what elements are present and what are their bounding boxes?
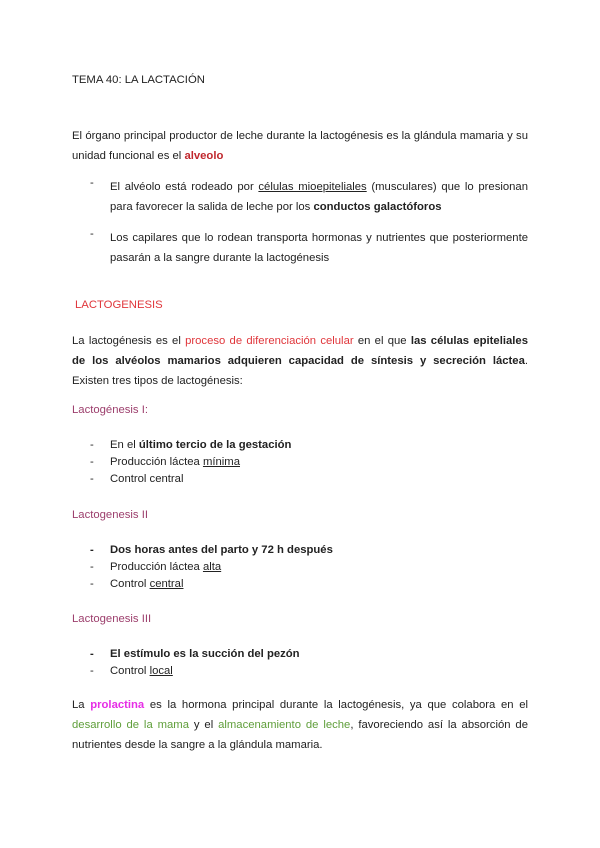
bullet-item-capilares: - Los capilares que lo rodean transporta hormonas y nutrientes que posteriormente pasarán a la sangre durante la lactogénesis xyxy=(90,228,528,264)
phase-1-item: - Control central xyxy=(90,473,184,485)
closing-paragraph: La prolactina es la hormona principal durante la lactogénesis, ya que colabora en el desarrollo de la mama y el almacenamiento de leche, favoreciendo así la absorción de nutrientes desde la sangre a la glándula mamaria. xyxy=(72,699,528,751)
phase-3-item: - Control local xyxy=(90,665,173,677)
phase-3-title: Lactogenesis III xyxy=(72,613,152,625)
page-title: TEMA 40: LA LACTACIÓN xyxy=(72,74,205,86)
bullet-dash: - xyxy=(90,177,94,189)
phase-2-item: - Producción láctea alta xyxy=(90,561,222,573)
phase-1-title: Lactogénesis I: xyxy=(72,404,148,416)
phase-1-item: - Producción láctea mínima xyxy=(90,456,240,468)
phase-2-item: - Control central xyxy=(90,578,184,590)
section-title-lactogenesis: LACTOGENESIS xyxy=(75,299,163,311)
phase-2-title: Lactogenesis II xyxy=(72,509,148,521)
phase-1-item: - En el último tercio de la gestación xyxy=(90,439,292,451)
bullet-item-alveolo: - El alvéolo está rodeado por células mioepiteliales (musculares) que lo presionan para favorecer la salida de leche por los conductos galactóforos xyxy=(90,177,528,213)
prolactina-term: prolactina xyxy=(90,699,145,711)
bullet-dash: - xyxy=(90,228,94,240)
lactogenesis-paragraph: La lactogénesis es el proceso de diferenciación celular en el que las células epiteliales de los alvéolos mamarios adquieren capacidad de síntesis y secreción láctea. Existen tres tipos de lactogénesis: xyxy=(72,335,528,387)
phase-2-item: - Dos horas antes del parto y 72 h después xyxy=(90,544,333,556)
alveolo-term: alveolo xyxy=(184,150,224,162)
phase-3-item: - El estímulo es la succión del pezón xyxy=(90,648,300,660)
intro-paragraph: El órgano principal productor de leche durante la lactogénesis es la glándula mamaria y su unidad funcional es el alveolo xyxy=(72,130,528,162)
